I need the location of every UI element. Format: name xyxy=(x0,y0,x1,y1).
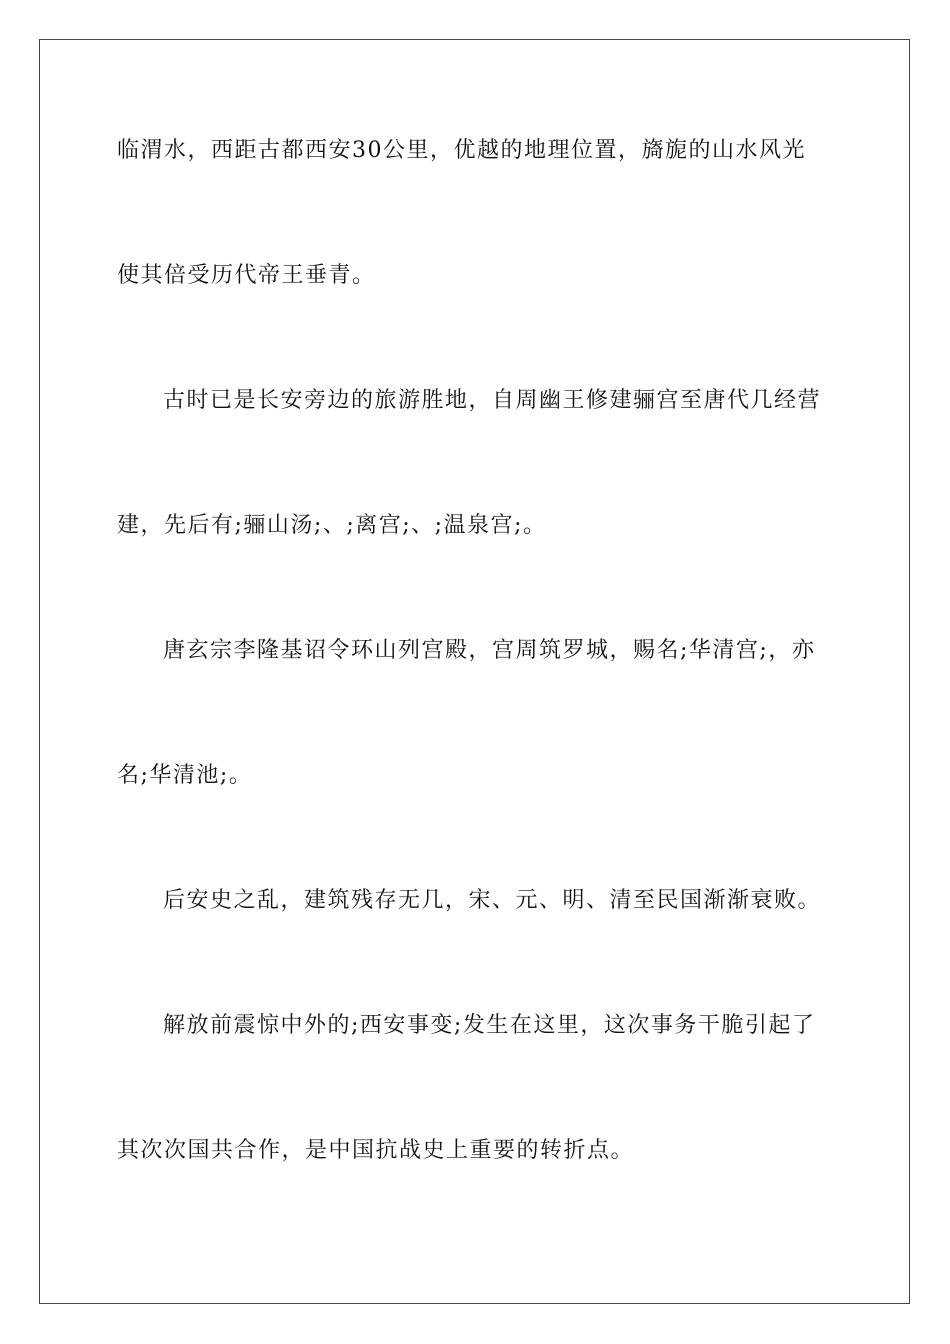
paragraph-line: 名;华清池;。 xyxy=(117,763,253,788)
paragraph-line: 解放前震惊中外的;西安事变;发生在这里，这次事务干脆引起了 xyxy=(163,1013,816,1038)
paragraph-line: 其次次国共合作，是中国抗战史上重要的转折点。 xyxy=(117,1138,635,1163)
page-border xyxy=(39,39,910,1304)
paragraph-line: 使其倍受历代帝王垂青。 xyxy=(117,263,376,288)
paragraph-line: 古时已是长安旁边的旅游胜地，自周幽王修建骊宫至唐代几经营 xyxy=(163,388,822,413)
paragraph-line: 后安史之乱，建筑残存无几，宋、元、明、清至民国渐渐衰败。 xyxy=(163,888,822,913)
paragraph-line: 建，先后有;骊山汤;、;离宫;、;温泉宫;。 xyxy=(117,513,547,538)
paragraph-line: 临渭水，西距古都西安30公里，优越的地理位置，旖旎的山水风光 xyxy=(117,138,806,163)
paragraph-line: 唐玄宗李隆基诏令环山列宫殿，宫周筑罗城，赐名;华清宫;，亦 xyxy=(163,638,816,663)
